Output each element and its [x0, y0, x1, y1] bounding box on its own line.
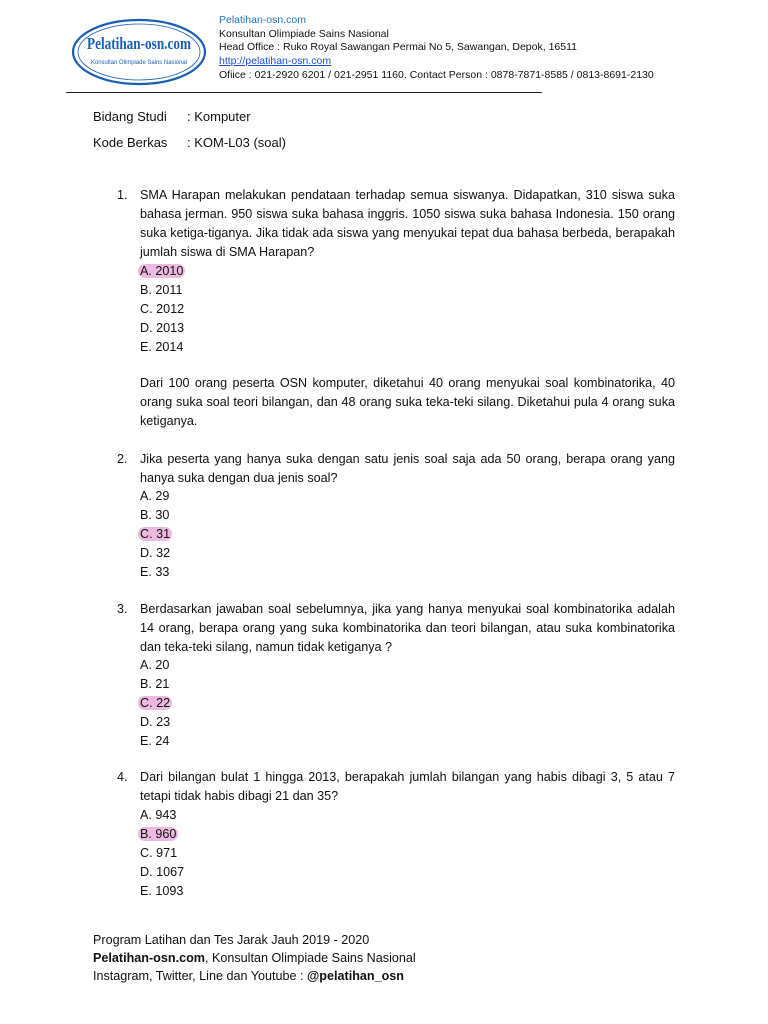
option-label: A. 2010 [140, 264, 184, 278]
website-link[interactable]: http://pelatihan-osn.com [219, 55, 332, 68]
context-paragraph: Dari 100 orang peserta OSN komputer, diketahui 40 orang menyukai soal kombinatorika, 40 orang suka soal teori bilangan, dan 48 orang suka teka-teki silang. Diketahui pula 4 orang suka ketiganya. [140, 376, 675, 428]
subject-row [93, 109, 251, 124]
footer-site: Pelatihan-osn.com [93, 951, 205, 965]
footer-org [93, 949, 416, 967]
option[interactable] [140, 525, 172, 544]
question-number: 1. [117, 188, 128, 202]
footer-social [93, 967, 416, 985]
question-number: 3. [117, 602, 128, 616]
option[interactable]: A. 943 [140, 808, 177, 822]
options-list [140, 656, 172, 750]
office-contact: Ofiice : 021-2920 6201 / 021-2951 1160. Contact Person : 0878-7871-8585 / 0813-8691-2130 [219, 68, 654, 81]
options-list [140, 487, 172, 581]
code-value: : KOM-L03 (soal) [187, 135, 286, 150]
subject-value: : Komputer [187, 109, 251, 124]
question-text: SMA Harapan melakukan pendataan terhadap semua siswanya. Didapatkan, 310 siswa suka bahasa jerman. 950 siswa suka bahasa inggris. 1050 siswa suka bahasa Indonesia. 150 orang suka ketiga-tiganya. Jika tidak ada siswa yang menyukai tepat dua bahasa berbeda, berapakah jumlah siswa di SMA Harapan? [140, 188, 675, 259]
question-text: Berdasarkan jawaban soal sebelumnya, jika yang hanya menyukai soal kombinatorika adalah 14 orang, berapa orang yang suka kombinatorika dan teori bilangan, atau suka kombinatorika dan teka-teki silang, namun tidak ketiganya ? [140, 602, 675, 654]
logo-text: Pelatihan-osn.com [87, 34, 191, 53]
footer-handle: @pelatihan_osn [307, 969, 404, 983]
option[interactable]: B. 21 [140, 676, 170, 691]
footer-program: Program Latihan dan Tes Jarak Jauh 2019 - 2020 [93, 933, 370, 947]
question-text: Jika peserta yang hanya suka dengan satu jenis soal saja ada 50 orang, berapa orang yang hanya suka dengan dua jenis soal? [140, 452, 675, 485]
option[interactable]: E. 33 [140, 564, 170, 579]
option[interactable] [140, 262, 185, 281]
site-name: Pelatihan-osn.com [219, 14, 306, 26]
option-label: C. 31 [140, 526, 171, 541]
option[interactable]: A. 20 [140, 658, 170, 672]
option[interactable]: A. 29 [140, 489, 170, 503]
option[interactable]: B. 2011 [140, 282, 183, 297]
org-name: Konsultan Olimpiade Sains Nasional [219, 27, 389, 40]
footer-org-rest: , Konsultan Olimpiade Sains Nasional [204, 951, 416, 965]
option[interactable]: C. 971 [140, 845, 178, 860]
company-logo [71, 18, 207, 86]
options-list [140, 806, 184, 900]
option[interactable] [140, 825, 184, 844]
page-footer [93, 931, 416, 985]
option-label: C. 22 [140, 695, 171, 710]
logo-subtext: Konsultan Olimpiade Sains Nasional [91, 59, 187, 66]
option[interactable]: D. 1067 [140, 864, 185, 879]
question-number: 4. [117, 770, 128, 784]
option[interactable]: E. 1093 [140, 883, 184, 898]
option-label: B. 960 [140, 826, 177, 841]
question-number: 2. [117, 452, 128, 466]
option[interactable]: D. 23 [140, 714, 171, 729]
header-info [219, 14, 654, 83]
footer-social-label: Instagram, Twitter, Line dan Youtube : [93, 969, 308, 983]
subject-label: Bidang Studi [93, 109, 167, 124]
option[interactable]: D. 32 [140, 545, 171, 560]
code-row [93, 135, 286, 150]
head-office: Head Office : Ruko Royal Sawangan Permai No 5, Sawangan, Depok, 16511 [219, 41, 577, 54]
question-text: Dari bilangan bulat 1 hingga 2013, berapakah jumlah bilangan yang habis dibagi 3, 5 atau 7 tetapi tidak habis dibagi 21 dan 35? [140, 770, 675, 803]
option[interactable]: E. 2014 [140, 339, 184, 354]
option[interactable]: D. 2013 [140, 320, 185, 335]
option[interactable]: B. 30 [140, 507, 170, 522]
option[interactable]: C. 2012 [140, 301, 185, 316]
options-list [140, 262, 185, 356]
option[interactable] [140, 694, 172, 713]
code-label: Kode Berkas [93, 135, 168, 150]
header-divider [66, 92, 542, 93]
option[interactable]: E. 24 [140, 733, 170, 748]
